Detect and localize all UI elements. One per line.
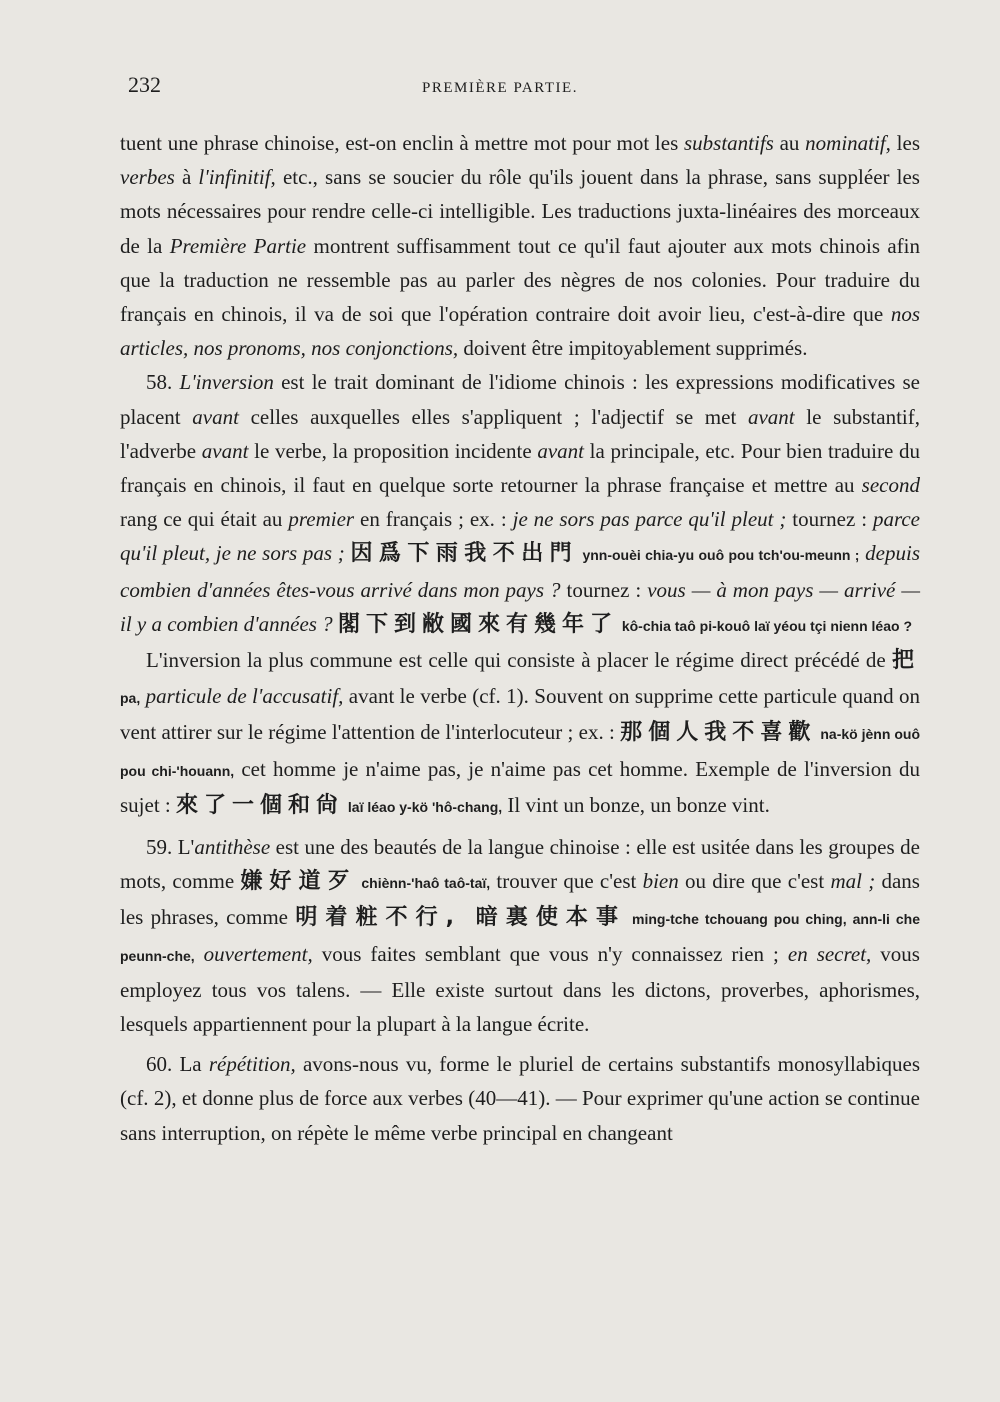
page-number: 232 <box>128 72 161 97</box>
chinese-example: 嫌好道歹 <box>240 869 357 895</box>
chinese-example: 來了一個和尙 <box>176 792 345 818</box>
paragraph-continued: tuent une phrase chinoise, est-on enclin à mettre mot pour mot les substantifs au nominatif, les verbes à l'infinitif, etc., sans se soucier du rôle qu'ils jouent dans la phrase, sans suppléer les mots nécessaires pour rendre celle-ci intelligible. Les traductions juxta-linéaires des morceaux de la Première Partie montrent suffisamment tout ce qu'il faut ajouter aux mots chinois afin que la traduction ne ressemble pas au parler des nègres de nos colonies. Pour traduire du français en chinois, il va de soi que l'opération contraire doit avoir lieu, c'est-à-dire que nos articles, nos pronoms, nos conjonctions, doivent être impitoyablement supprimés. <box>120 131 921 361</box>
running-title: PREMIÈRE PARTIE. <box>422 80 578 96</box>
chinese-example: 閣下到敝國來有幾年了 <box>337 611 618 637</box>
page-body <box>120 126 920 1150</box>
romanization: chiènn-'haô taô-taï, <box>356 875 491 892</box>
paragraph-59-antithese: 59. L'antithèse est une des beautés de la langue chinoise : elle est usitée dans les groupes de mots, comme 嫌好道歹 chiènn-'haô taô-taï, trouver que c'est bien ou dire que c'est mal ; dans les phrases, comme 明着粧不行, 暗裏使本事 ming-tche tchouang pou ching, ann-li che peunn-che, ouvertement, vous faites semblant que vous n'y connaissez rien ; en secret, vous employez tous vos talens. — Elle existe surtout dans les dictons, proverbes, aphorismes, lesquels appartiennent pour la plupart à la langue écrite. <box>120 835 920 1037</box>
chinese-example: 明着粧不行, 暗裏使本事 <box>295 905 627 931</box>
chinese-example: 因爲下雨我不出門 <box>350 541 579 567</box>
romanization: ynn-ouèi chia-yu ouô pou tch'ou-meunn ; <box>578 547 860 564</box>
romanization: laï léao y-kö 'hô-chang, <box>344 798 503 815</box>
romanization: na-kö jènn ouô pou chi-'houann, <box>120 726 920 779</box>
paragraph-58-inversion: 58. L'inversion est le trait dominant de l'idiome chinois : les expressions modificatives se placent avant celles auxquelles elles s'appliquent ; l'adjectif se met avant le substantif, l'adverbe avant le verbe, la proposition incidente avant la principale, etc. Pour bien traduire du français en chinois, il faut en quelque sorte retourner la phrase française et mettre au second rang ce qui était au premier en français ; ex. : je ne sors pas parce qu'il pleut ; tournez : parce qu'il pleut, je ne sors pas ; 因爲下雨我不出門 ynn-ouèi chia-yu ouô pou tch'ou-meunn ; depuis combien d'années êtes-vous arrivé dans mon pays ? tournez : vous — à mon pays — arrivé — il y a combien d'années ? 閣下到敝國來有幾年了 kô-chia taô pi-kouô laï yéou tçi nienn léao ? <box>120 370 920 637</box>
romanization: pa, <box>120 690 141 707</box>
paragraph-58-continued: L'inversion la plus commune est celle qui consiste à placer le régime direct précédé de 把 pa, particule de l'accusatif, avant le verbe (cf. 1). Souvent on supprime cette particule quand on vent attirer sur le régime l'attention de l'interlocuteur ; ex. : 那個人我不喜歡 na-kö jènn ouô pou chi-'houann, cet homme je n'aime pas, je n'aime pas cet homme. Exemple de l'inversion du sujet : 來了一個和尙 laï léao y-kö 'hô-chang, Il vint un bonze, un bonze vint. <box>120 648 921 818</box>
chinese-example: 把 <box>891 648 920 674</box>
chinese-example: 那個人我不喜歡 <box>620 720 817 746</box>
paragraph-60-repetition: 60. La répétition, avons-nous vu, forme le pluriel de certains substantifs monosyllabiques (cf. 2), et donne plus de force aux verbes (40—41). — Pour exprimer qu'une action se continue sans interruption, on répète le même verbe principal en changeant <box>120 1052 920 1145</box>
romanization: ming-tche tchouang pou ching, ann-li che peunn-che, <box>120 911 920 964</box>
romanization: kô-chia taô pi-kouô laï yéou tçi nienn léao ? <box>617 617 912 634</box>
